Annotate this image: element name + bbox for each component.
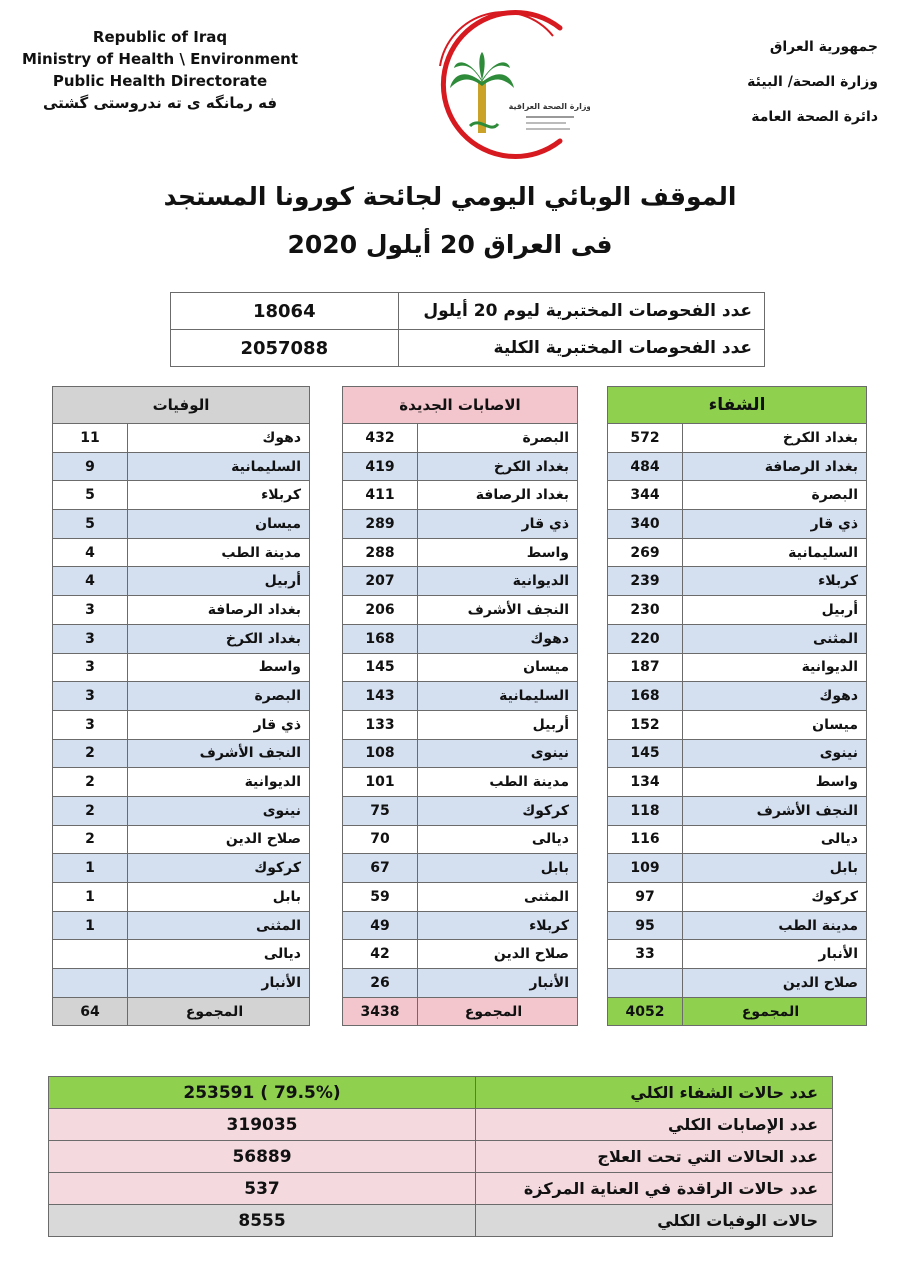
- deaths-row: [53, 538, 310, 567]
- recoveries-count: [608, 969, 683, 998]
- header-ar-line: دائرة الصحة العامة: [751, 109, 878, 125]
- deaths-count: [53, 940, 128, 969]
- recoveries-count: 484: [608, 452, 683, 481]
- recoveries-governorate: بغداد الكرخ: [683, 424, 867, 453]
- deaths-governorate: المثنى: [128, 911, 310, 940]
- infections-count: 59: [343, 883, 418, 912]
- deaths-count: 1: [53, 854, 128, 883]
- deaths-count: 2: [53, 825, 128, 854]
- infections-governorate: بابل: [418, 854, 578, 883]
- deaths-count: 3: [53, 596, 128, 625]
- infections-count: 207: [343, 567, 418, 596]
- infections-row: [343, 825, 578, 854]
- recoveries-governorate: ذي قار: [683, 510, 867, 539]
- deaths-row: [53, 510, 310, 539]
- deaths-total-label: المجموع: [128, 997, 310, 1026]
- deaths-governorate: كربلاء: [128, 481, 310, 510]
- recoveries-row: [608, 682, 867, 711]
- infections-total-label: المجموع: [418, 997, 578, 1026]
- recoveries-row: [608, 481, 867, 510]
- deaths-row: [53, 424, 310, 453]
- recoveries-count: 239: [608, 567, 683, 596]
- infections-governorate: بغداد الكرخ: [418, 452, 578, 481]
- infections-header-row: [343, 387, 578, 424]
- infections-governorate: بغداد الرصافة: [418, 481, 578, 510]
- recoveries-count: 168: [608, 682, 683, 711]
- deaths-governorate: بابل: [128, 883, 310, 912]
- deaths-table: [52, 386, 310, 1026]
- header-ar-line: وزارة الصحة/ البيئة: [747, 74, 878, 90]
- recoveries-governorate: دهوك: [683, 682, 867, 711]
- infections-total-row: [343, 997, 578, 1026]
- infections-row: [343, 653, 578, 682]
- infections-count: 26: [343, 969, 418, 998]
- summary-label: عدد الحالات التي تحت العلاج: [476, 1141, 833, 1173]
- summary-row-icu: [49, 1173, 833, 1205]
- deaths-count: 3: [53, 710, 128, 739]
- recoveries-count: 152: [608, 710, 683, 739]
- infections-count: 419: [343, 452, 418, 481]
- report-subtitle: فى العراق 20 أيلول 2020: [287, 230, 613, 259]
- infections-total-value: 3438: [343, 997, 418, 1026]
- infections-governorate: مدينة الطب: [418, 768, 578, 797]
- total-tests-label: عدد الفحوصات المختبرية الكلية: [398, 330, 764, 367]
- infections-count: 432: [343, 424, 418, 453]
- tests-row-daily: [171, 293, 765, 330]
- infections-governorate: أربيل: [418, 710, 578, 739]
- recoveries-governorate: ميسان: [683, 710, 867, 739]
- header-en-line: Republic of Iraq: [92, 28, 228, 46]
- recoveries-row: [608, 796, 867, 825]
- infections-governorate: السليمانية: [418, 682, 578, 711]
- tests-row-total: [171, 330, 765, 367]
- infections-table: [342, 386, 578, 1026]
- header-en-line: Ministry of Health \ Environment: [21, 50, 299, 68]
- deaths-governorate: مدينة الطب: [128, 538, 310, 567]
- recoveries-row: [608, 768, 867, 797]
- recoveries-row: [608, 940, 867, 969]
- deaths-row: [53, 682, 310, 711]
- infections-row: [343, 883, 578, 912]
- deaths-row: [53, 883, 310, 912]
- recoveries-row: [608, 911, 867, 940]
- infections-count: 411: [343, 481, 418, 510]
- infections-governorate: ذي قار: [418, 510, 578, 539]
- deaths-row: [53, 653, 310, 682]
- deaths-count: 2: [53, 739, 128, 768]
- infections-governorate: النجف الأشرف: [418, 596, 578, 625]
- summary-value: 537: [49, 1173, 476, 1205]
- deaths-governorate: ميسان: [128, 510, 310, 539]
- infections-header: الاصابات الجديدة: [343, 387, 578, 424]
- summary-row-infections: [49, 1109, 833, 1141]
- recoveries-count: 145: [608, 739, 683, 768]
- recoveries-governorate: واسط: [683, 768, 867, 797]
- deaths-governorate: نينوى: [128, 796, 310, 825]
- deaths-count: [53, 969, 128, 998]
- deaths-header: الوفيات: [53, 387, 310, 424]
- recoveries-header: الشفاء: [608, 387, 867, 424]
- summary-value: 319035: [49, 1109, 476, 1141]
- infections-row: [343, 424, 578, 453]
- deaths-row: [53, 481, 310, 510]
- infections-governorate: الديوانية: [418, 567, 578, 596]
- recoveries-count: 109: [608, 854, 683, 883]
- deaths-total-value: 64: [53, 997, 128, 1026]
- deaths-count: 11: [53, 424, 128, 453]
- deaths-count: 5: [53, 510, 128, 539]
- infections-count: 133: [343, 710, 418, 739]
- header-english: [10, 26, 310, 114]
- infections-governorate: البصرة: [418, 424, 578, 453]
- recoveries-governorate: مدينة الطب: [683, 911, 867, 940]
- tests-table: [170, 292, 765, 367]
- infections-governorate: كركوك: [418, 796, 578, 825]
- deaths-row: [53, 940, 310, 969]
- deaths-governorate: صلاح الدين: [128, 825, 310, 854]
- recoveries-row: [608, 624, 867, 653]
- recoveries-governorate: أربيل: [683, 596, 867, 625]
- recoveries-row: [608, 538, 867, 567]
- daily-tests-label: عدد الفحوصات المختبرية ليوم 20 أيلول: [398, 293, 764, 330]
- deaths-count: 2: [53, 768, 128, 797]
- deaths-governorate: دهوك: [128, 424, 310, 453]
- deaths-count: 3: [53, 624, 128, 653]
- infections-governorate: ميسان: [418, 653, 578, 682]
- deaths-count: 1: [53, 911, 128, 940]
- infections-count: 143: [343, 682, 418, 711]
- deaths-row: [53, 825, 310, 854]
- infections-governorate: واسط: [418, 538, 578, 567]
- summary-table: [48, 1076, 833, 1237]
- deaths-count: 1: [53, 883, 128, 912]
- deaths-count: 4: [53, 567, 128, 596]
- infections-row: [343, 481, 578, 510]
- ministry-logo: [410, 6, 590, 166]
- summary-row-recovered: [49, 1077, 833, 1109]
- infections-governorate: ديالى: [418, 825, 578, 854]
- recoveries-count: 95: [608, 911, 683, 940]
- recoveries-total-value: 4052: [608, 997, 683, 1026]
- deaths-governorate: أربيل: [128, 567, 310, 596]
- recoveries-row: [608, 710, 867, 739]
- recoveries-governorate: النجف الأشرف: [683, 796, 867, 825]
- recoveries-governorate: نينوى: [683, 739, 867, 768]
- infections-row: [343, 682, 578, 711]
- total-tests-value: 2057088: [171, 330, 399, 367]
- deaths-row: [53, 452, 310, 481]
- recoveries-count: 97: [608, 883, 683, 912]
- recoveries-count: 33: [608, 940, 683, 969]
- infections-governorate: الأنبار: [418, 969, 578, 998]
- recoveries-row: [608, 596, 867, 625]
- infections-count: 289: [343, 510, 418, 539]
- recoveries-governorate: الأنبار: [683, 940, 867, 969]
- recoveries-row: [608, 567, 867, 596]
- infections-row: [343, 624, 578, 653]
- summary-label: حالات الوفيات الكلي: [476, 1205, 833, 1237]
- summary-label: عدد الإصابات الكلي: [476, 1109, 833, 1141]
- logo-text: وزارة الصحة العراقية: [508, 102, 590, 111]
- infections-governorate: المثنى: [418, 883, 578, 912]
- recoveries-count: 340: [608, 510, 683, 539]
- infections-count: 70: [343, 825, 418, 854]
- deaths-count: 5: [53, 481, 128, 510]
- deaths-row: [53, 911, 310, 940]
- recoveries-row: [608, 452, 867, 481]
- deaths-governorate: ذي قار: [128, 710, 310, 739]
- infections-count: 49: [343, 911, 418, 940]
- header-ar-line: جمهورية العراق: [769, 39, 878, 55]
- infections-governorate: نينوى: [418, 739, 578, 768]
- deaths-row: [53, 596, 310, 625]
- recoveries-row: [608, 969, 867, 998]
- header-arabic: [698, 30, 878, 135]
- infections-row: [343, 739, 578, 768]
- recoveries-governorate: المثنى: [683, 624, 867, 653]
- deaths-row: [53, 969, 310, 998]
- summary-label: عدد حالات الشفاء الكلي: [476, 1077, 833, 1109]
- recoveries-row: [608, 653, 867, 682]
- recoveries-count: 344: [608, 481, 683, 510]
- deaths-governorate: النجف الأشرف: [128, 739, 310, 768]
- recoveries-header-row: [608, 387, 867, 424]
- infections-count: 108: [343, 739, 418, 768]
- deaths-row: [53, 768, 310, 797]
- deaths-count: 3: [53, 653, 128, 682]
- recoveries-count: 269: [608, 538, 683, 567]
- deaths-row: [53, 710, 310, 739]
- deaths-governorate: السليمانية: [128, 452, 310, 481]
- recoveries-count: 118: [608, 796, 683, 825]
- recoveries-count: 230: [608, 596, 683, 625]
- recoveries-count: 134: [608, 768, 683, 797]
- recoveries-governorate: كربلاء: [683, 567, 867, 596]
- infections-row: [343, 538, 578, 567]
- recoveries-governorate: السليمانية: [683, 538, 867, 567]
- recoveries-table: [607, 386, 867, 1026]
- header-en-line: Public Health Directorate: [52, 72, 268, 90]
- deaths-body: [53, 424, 310, 1026]
- recoveries-governorate: البصرة: [683, 481, 867, 510]
- recoveries-governorate: كركوك: [683, 883, 867, 912]
- recoveries-row: [608, 883, 867, 912]
- infections-count: 168: [343, 624, 418, 653]
- deaths-row: [53, 796, 310, 825]
- infections-count: 42: [343, 940, 418, 969]
- deaths-row: [53, 739, 310, 768]
- infections-row: [343, 510, 578, 539]
- deaths-governorate: كركوك: [128, 854, 310, 883]
- deaths-count: 9: [53, 452, 128, 481]
- infections-row: [343, 596, 578, 625]
- deaths-count: 2: [53, 796, 128, 825]
- recoveries-governorate: صلاح الدين: [683, 969, 867, 998]
- infections-row: [343, 452, 578, 481]
- deaths-governorate: الأنبار: [128, 969, 310, 998]
- recoveries-governorate: بابل: [683, 854, 867, 883]
- infections-row: [343, 567, 578, 596]
- infections-row: [343, 768, 578, 797]
- infections-count: 206: [343, 596, 418, 625]
- summary-row-under-treatment: [49, 1141, 833, 1173]
- summary-value: 253591 ( 79.5%): [49, 1077, 476, 1109]
- recoveries-count: 572: [608, 424, 683, 453]
- infections-row: [343, 940, 578, 969]
- deaths-header-row: [53, 387, 310, 424]
- infections-row: [343, 969, 578, 998]
- infections-body: [343, 424, 578, 1026]
- infections-count: 67: [343, 854, 418, 883]
- infections-governorate: صلاح الدين: [418, 940, 578, 969]
- deaths-count: 4: [53, 538, 128, 567]
- infections-count: 75: [343, 796, 418, 825]
- recoveries-governorate: الديوانية: [683, 653, 867, 682]
- deaths-governorate: البصرة: [128, 682, 310, 711]
- deaths-governorate: بغداد الرصافة: [128, 596, 310, 625]
- deaths-total-row: [53, 997, 310, 1026]
- summary-row-deaths: [49, 1205, 833, 1237]
- deaths-row: [53, 567, 310, 596]
- recoveries-row: [608, 854, 867, 883]
- infections-row: [343, 854, 578, 883]
- recoveries-row: [608, 739, 867, 768]
- infections-count: 145: [343, 653, 418, 682]
- report-title: الموقف الوبائي اليومي لجائحة كورونا المستجد: [163, 182, 737, 211]
- deaths-governorate: بغداد الكرخ: [128, 624, 310, 653]
- infections-row: [343, 710, 578, 739]
- recoveries-count: 116: [608, 825, 683, 854]
- summary-label: عدد حالات الراقدة في العناية المركزة: [476, 1173, 833, 1205]
- deaths-row: [53, 624, 310, 653]
- recoveries-row: [608, 825, 867, 854]
- deaths-governorate: الديوانية: [128, 768, 310, 797]
- header-ku-line: فه رمانگه ى ته ندروستى گشتى: [42, 94, 278, 112]
- recoveries-count: 220: [608, 624, 683, 653]
- recoveries-total-row: [608, 997, 867, 1026]
- deaths-governorate: ديالى: [128, 940, 310, 969]
- recoveries-governorate: ديالى: [683, 825, 867, 854]
- deaths-row: [53, 854, 310, 883]
- ministry-logo-icon: [410, 6, 590, 166]
- recoveries-body: [608, 424, 867, 1026]
- recoveries-governorate: بغداد الرصافة: [683, 452, 867, 481]
- deaths-governorate: واسط: [128, 653, 310, 682]
- summary-value: 56889: [49, 1141, 476, 1173]
- summary-value: 8555: [49, 1205, 476, 1237]
- infections-row: [343, 911, 578, 940]
- recoveries-count: 187: [608, 653, 683, 682]
- recoveries-total-label: المجموع: [683, 997, 867, 1026]
- infections-governorate: كربلاء: [418, 911, 578, 940]
- infections-count: 101: [343, 768, 418, 797]
- infections-count: 288: [343, 538, 418, 567]
- recoveries-row: [608, 510, 867, 539]
- recoveries-row: [608, 424, 867, 453]
- infections-governorate: دهوك: [418, 624, 578, 653]
- deaths-count: 3: [53, 682, 128, 711]
- infections-row: [343, 796, 578, 825]
- daily-tests-value: 18064: [171, 293, 399, 330]
